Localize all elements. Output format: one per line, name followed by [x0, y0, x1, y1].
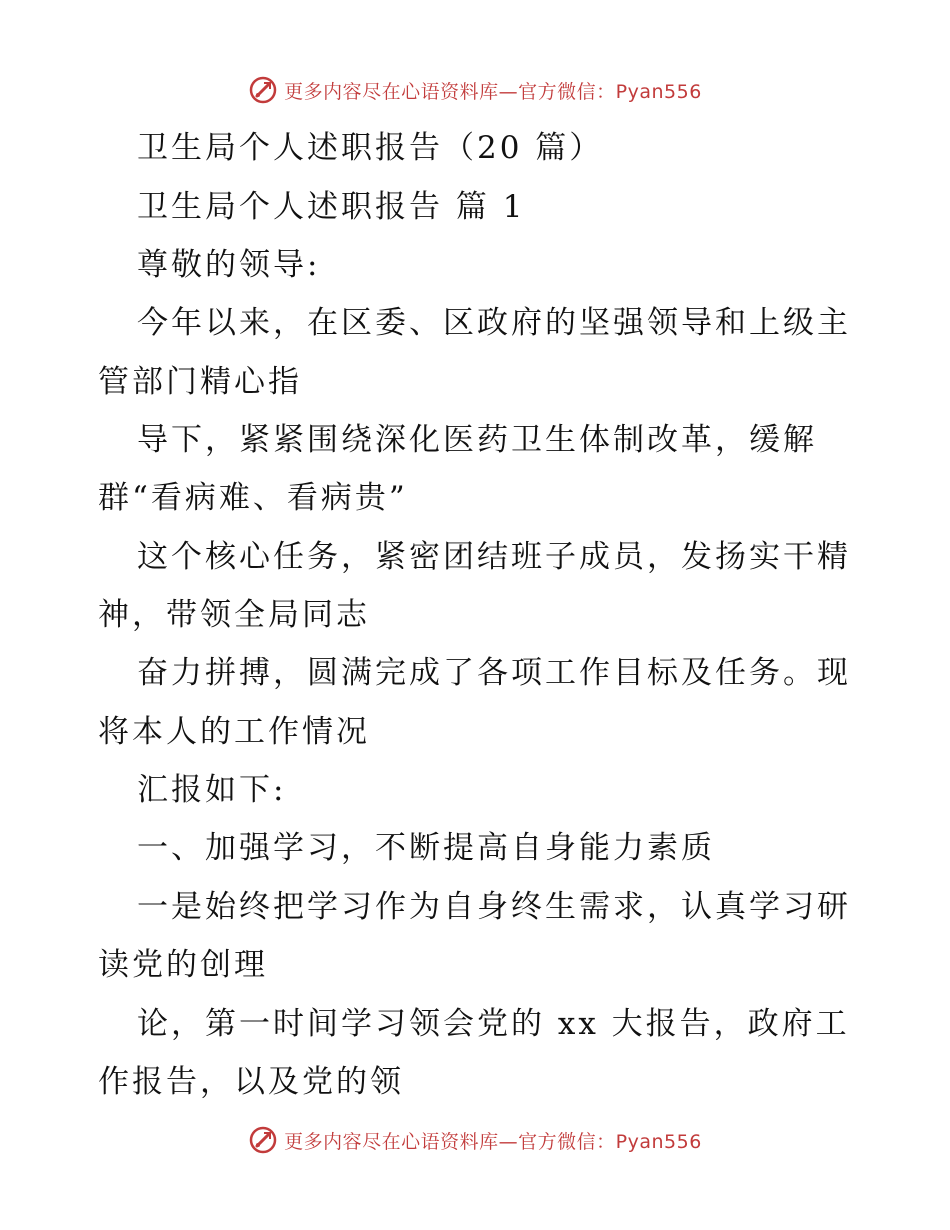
paragraph-line: 论，第一时间学习领会党的 xx 大报告，政府工	[137, 1006, 850, 1042]
section-heading: 卫生局个人述职报告 篇 1	[137, 189, 526, 225]
paragraph-line: 导下，紧紧围绕深化医药卫生体制改革，缓解	[137, 422, 817, 458]
quill-seal-icon	[248, 1125, 278, 1155]
header-banner	[0, 70, 950, 110]
paragraph-line: 管部门精心指	[98, 364, 302, 400]
document-title: 卫生局个人述职报告（20 篇）	[137, 130, 604, 166]
salutation: 尊敬的领导:	[137, 247, 321, 283]
paragraph-line: 群“看病难、看病贵”	[98, 480, 408, 516]
footer-banner-text: 更多内容尽在心语资料库—官方微信：Pyan556	[284, 1130, 702, 1153]
paragraph-line: 神，带领全局同志	[98, 597, 370, 633]
footer-banner	[0, 1120, 950, 1160]
paragraph-line: 奋力拼搏，圆满完成了各项工作目标及任务。现	[137, 655, 851, 691]
header-banner-text: 更多内容尽在心语资料库—官方微信：Pyan556	[284, 80, 702, 103]
paragraph-line: 今年以来，在区委、区政府的坚强领导和上级主	[137, 305, 851, 341]
paragraph-line: 读党的创理	[98, 947, 268, 983]
paragraph-line: 汇报如下:	[137, 772, 287, 808]
paragraph-line: 一是始终把学习作为自身终生需求，认真学习研	[137, 889, 851, 925]
paragraph-line: 这个核心任务，紧密团结班子成员，发扬实干精	[137, 539, 851, 575]
paragraph-line: 将本人的工作情况	[98, 714, 370, 750]
subsection-heading: 一、加强学习，不断提高自身能力素质	[137, 830, 715, 866]
paragraph-line: 作报告，以及党的领	[98, 1064, 404, 1100]
quill-seal-icon	[248, 75, 278, 105]
